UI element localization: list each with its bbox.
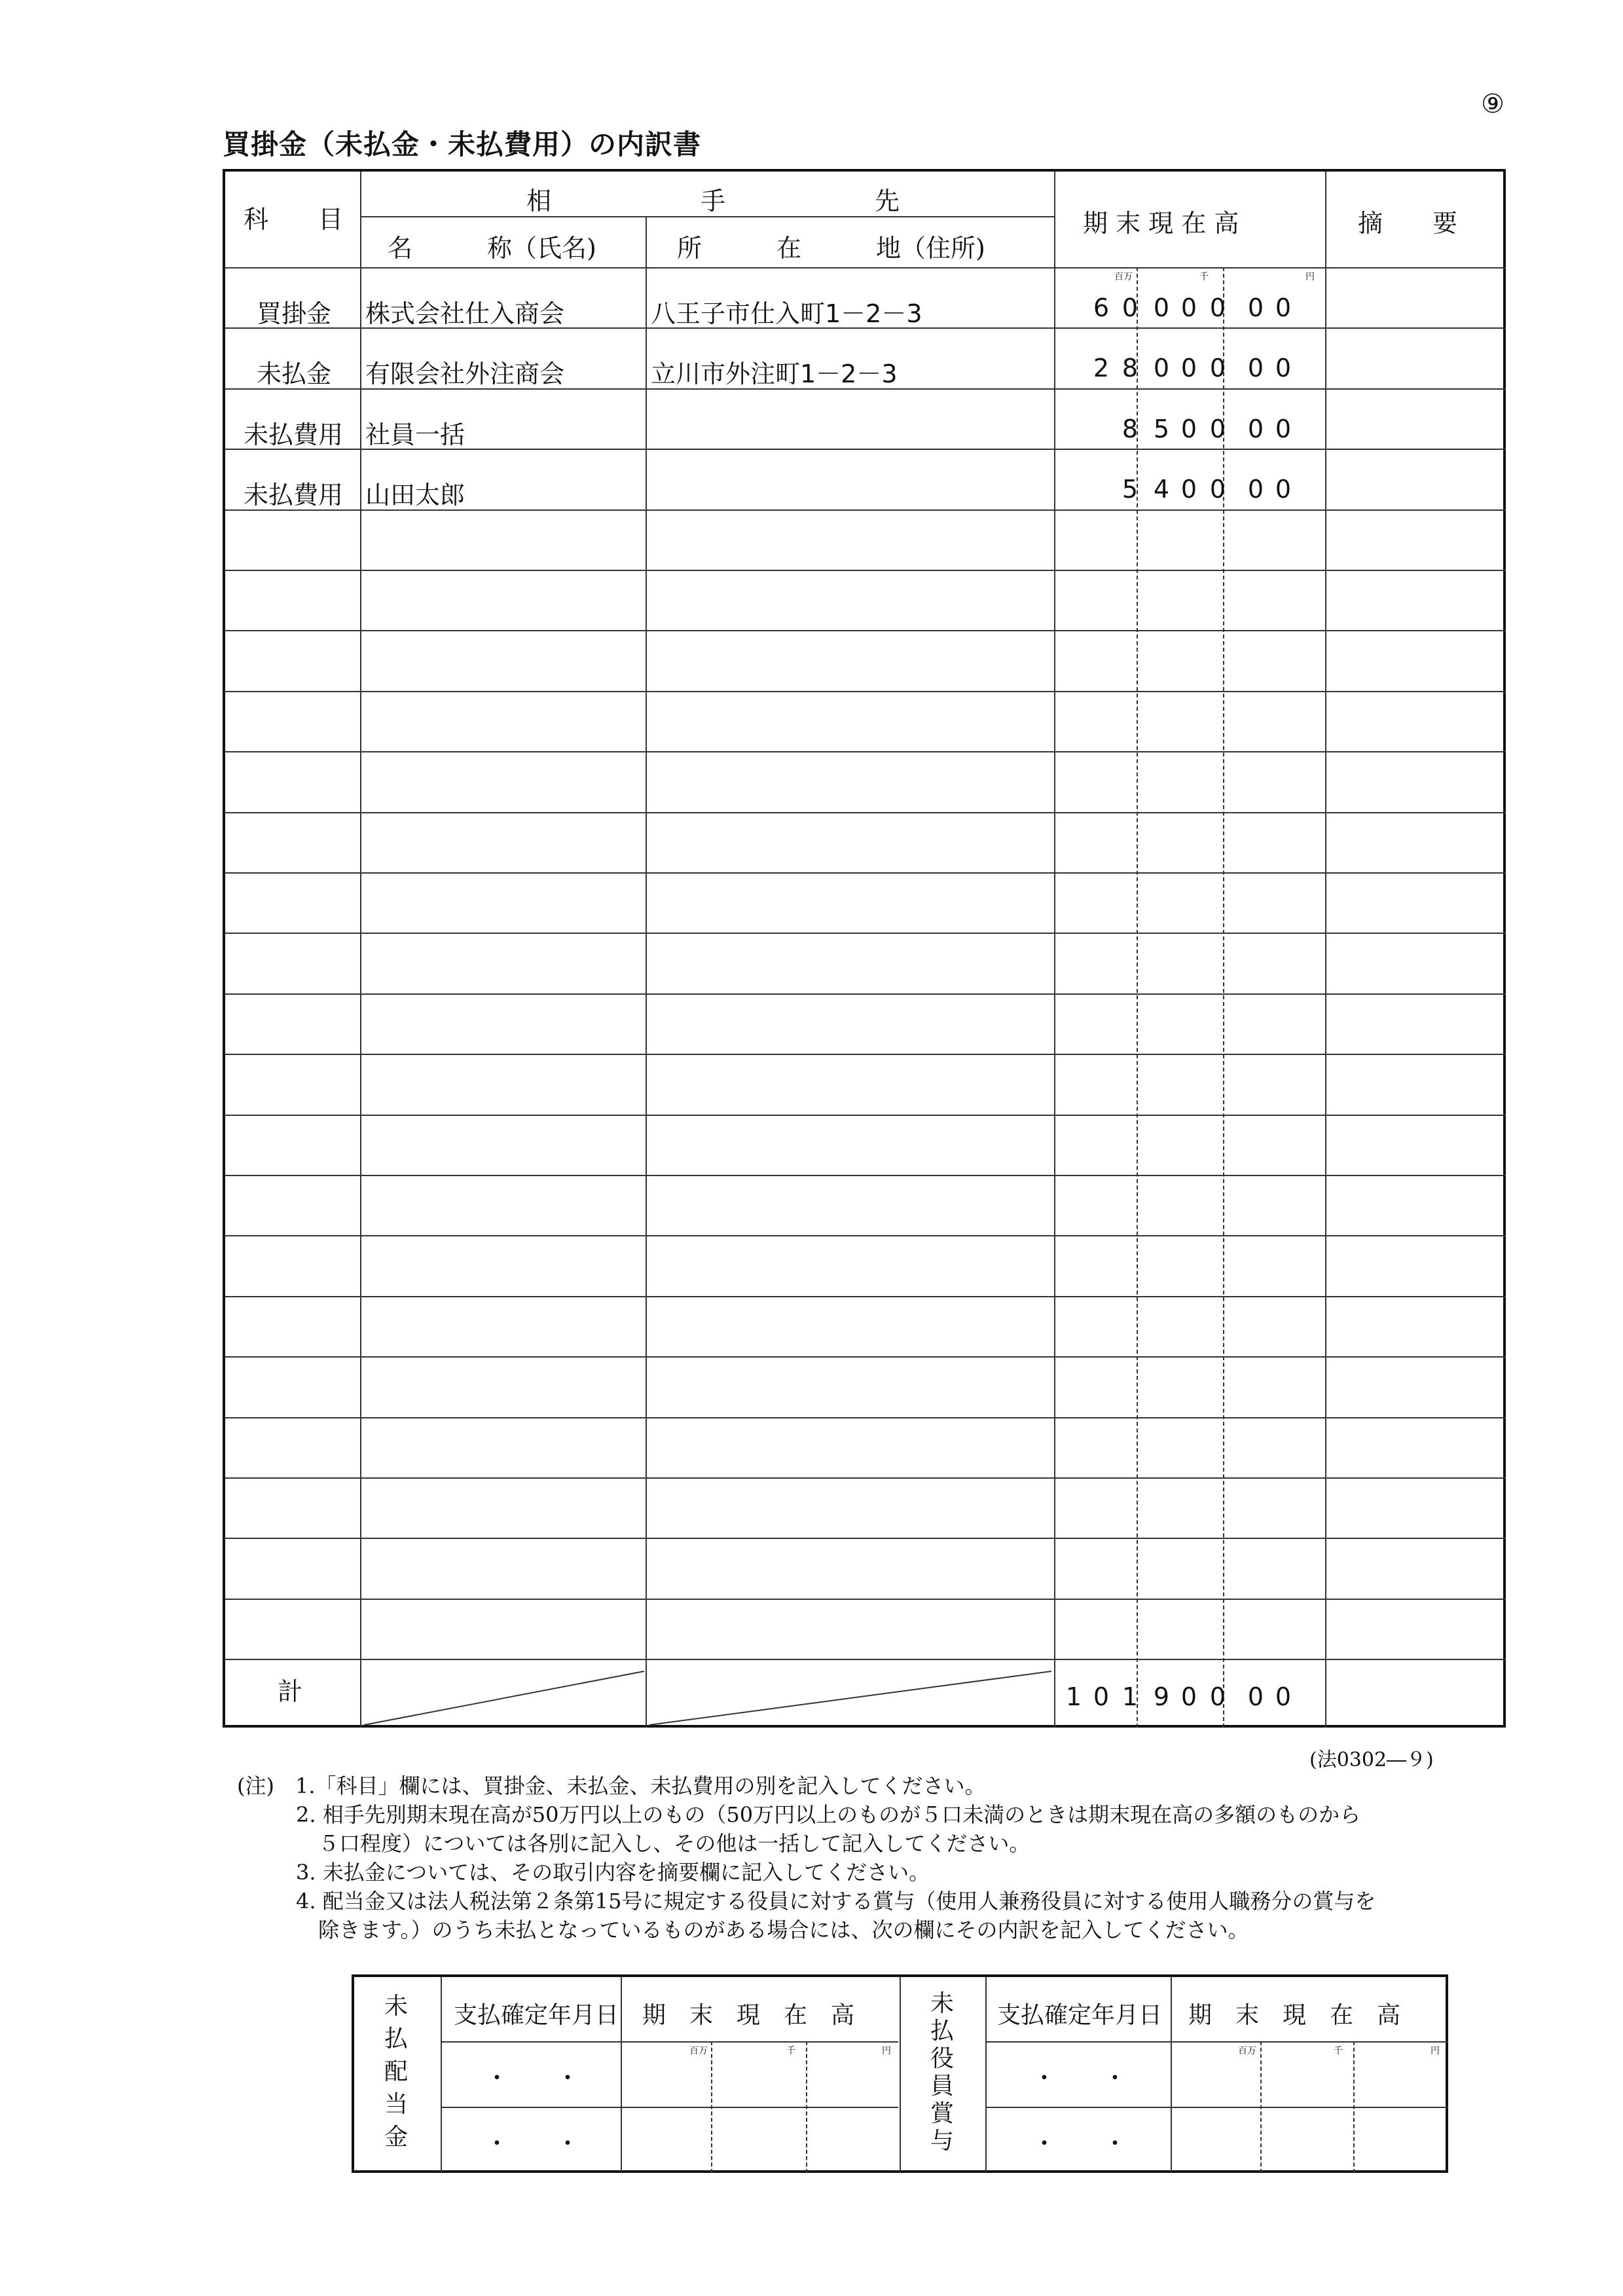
row-kamoku: 未払金	[257, 360, 332, 388]
row-kamoku: 未払費用	[244, 420, 344, 449]
form-code: (法0302―９)	[1309, 1749, 1434, 1771]
row-amount-digit: 0	[1275, 293, 1292, 322]
total-amount-digit: 0	[1093, 1682, 1110, 1711]
row-amount-digit: 8	[1122, 415, 1139, 443]
unit-million: 百万	[1114, 272, 1133, 282]
header-meisho: 名 称（氏名)	[388, 234, 596, 263]
left-date-1[interactable]: ・ ・	[485, 2065, 580, 2092]
header-tekiyo: 摘 要	[1358, 209, 1458, 238]
note-2-cont: ５口程度）については各別に記入し、その他は一括して記入してください。	[318, 1831, 1030, 1856]
header-aite: 相 手 先	[526, 187, 900, 215]
note-1: (注) 1.「科目」欄には、買掛金、未払金、未払費用の別を記入してください。	[237, 1773, 986, 1798]
note-4-cont: 除きます。）のうち未払となっているものがある場合には、次の欄にその内訳を記入してください。	[318, 1917, 1249, 1942]
total-amount-digit: 0	[1247, 1682, 1264, 1711]
row-amount-digit: 0	[1209, 415, 1226, 443]
row-amount-digit: 6	[1093, 293, 1110, 322]
row-amount-digit: 0	[1275, 475, 1292, 504]
total-label: 計	[278, 1677, 303, 1706]
row-amount-digit: 0	[1275, 354, 1292, 382]
row-amount-digit: 0	[1153, 354, 1170, 382]
page-number: ⑨	[1481, 89, 1504, 119]
note-4: 4. 配当金又は法人税法第２条第15号に規定する役員に対する賞与（使用人兼務役員に対する使用人職務分の賞与を	[296, 1889, 1376, 1914]
row-amount-digit: 4	[1153, 475, 1170, 504]
sub-unit-yen: 円	[882, 2046, 891, 2056]
total-amount-digit: 0	[1275, 1682, 1292, 1711]
right-date-2[interactable]: ・ ・	[1032, 2130, 1127, 2157]
row-amount-digit: 5	[1122, 475, 1139, 504]
row-shozaichi: 八王子市仕入町1－2－3	[651, 299, 922, 328]
row-kamoku: 未払費用	[244, 481, 344, 509]
note-3: 3. 未払金については、その取引内容を摘要欄に記入してください。	[296, 1860, 930, 1885]
header-zandaka: 期 末 現 在 高	[1083, 209, 1239, 238]
header-kamoku: 科 目	[244, 205, 344, 234]
sub-unit-thousand-2: 千	[1334, 2046, 1343, 2056]
row-meisho: 社員一括	[365, 420, 465, 449]
row-amount-digit: 0	[1153, 293, 1170, 322]
row-amount-digit: 2	[1093, 354, 1110, 382]
row-meisho: 株式会社仕入商会	[365, 299, 565, 328]
row-amount-digit: 0	[1180, 354, 1197, 382]
row-shozaichi: 立川市外注町1－2－3	[651, 360, 898, 388]
total-amount-digit: 1	[1065, 1682, 1082, 1711]
row-amount-digit: 0	[1180, 475, 1197, 504]
sub-unit-yen-2: 円	[1431, 2046, 1440, 2056]
header-shozaichi: 所 在 地（住所)	[677, 234, 985, 263]
sub-unit-million: 百万	[689, 2046, 708, 2056]
total-amount-digit: 1	[1122, 1682, 1139, 1711]
left-amount-header: 期 末 現 在 高	[642, 2002, 855, 2029]
sub-unit-thousand: 千	[786, 2046, 795, 2056]
sub-unit-million-2: 百万	[1238, 2046, 1256, 2056]
row-amount-digit: 0	[1247, 475, 1264, 504]
row-amount-digit: 8	[1122, 354, 1139, 382]
total-amount-digit: 0	[1209, 1682, 1226, 1711]
row-amount-digit: 0	[1247, 293, 1264, 322]
row-amount-digit: 0	[1275, 415, 1292, 443]
row-amount-digit: 0	[1209, 293, 1226, 322]
main-table	[223, 169, 1506, 1728]
row-amount-digit: 0	[1180, 415, 1197, 443]
row-amount-digit: 5	[1153, 415, 1170, 443]
row-amount-digit: 0	[1247, 354, 1264, 382]
row-meisho: 山田太郎	[365, 481, 465, 509]
row-kamoku: 買掛金	[257, 299, 332, 328]
right-date-header: 支払確定年月日	[997, 2002, 1163, 2029]
right-date-1[interactable]: ・ ・	[1032, 2065, 1127, 2092]
unit-yen: 円	[1305, 272, 1315, 282]
row-amount-digit: 0	[1209, 354, 1226, 382]
unpaid-dividend-bonus-table	[352, 1974, 1448, 2173]
left-date-2[interactable]: ・ ・	[485, 2130, 580, 2157]
left-date-header: 支払確定年月日	[454, 2002, 619, 2029]
row-amount-digit: 0	[1209, 475, 1226, 504]
row-amount-digit: 0	[1247, 415, 1264, 443]
row-amount-digit: 0	[1122, 293, 1139, 322]
note-2: 2. 相手先別期末現在高が50万円以上のもの（50万円以上のものが５口未満のときは期末現在高の多額のものから	[296, 1802, 1361, 1827]
total-amount-digit: 0	[1180, 1682, 1197, 1711]
label-unpaid-officer-bonus: 未 払 役 員 賞 与	[930, 1990, 954, 2155]
right-amount-header: 期 末 現 在 高	[1188, 2002, 1401, 2029]
row-meisho: 有限会社外注商会	[365, 360, 565, 388]
label-unpaid-dividend: 未 払 配 当 金	[384, 1993, 408, 2151]
total-diagonals	[361, 1667, 1054, 1728]
total-amount-digit: 9	[1153, 1682, 1170, 1711]
unit-thousand: 千	[1199, 272, 1209, 282]
row-amount-digit: 0	[1180, 293, 1197, 322]
form-title: 買掛金（未払金・未払費用）の内訳書	[223, 128, 702, 160]
